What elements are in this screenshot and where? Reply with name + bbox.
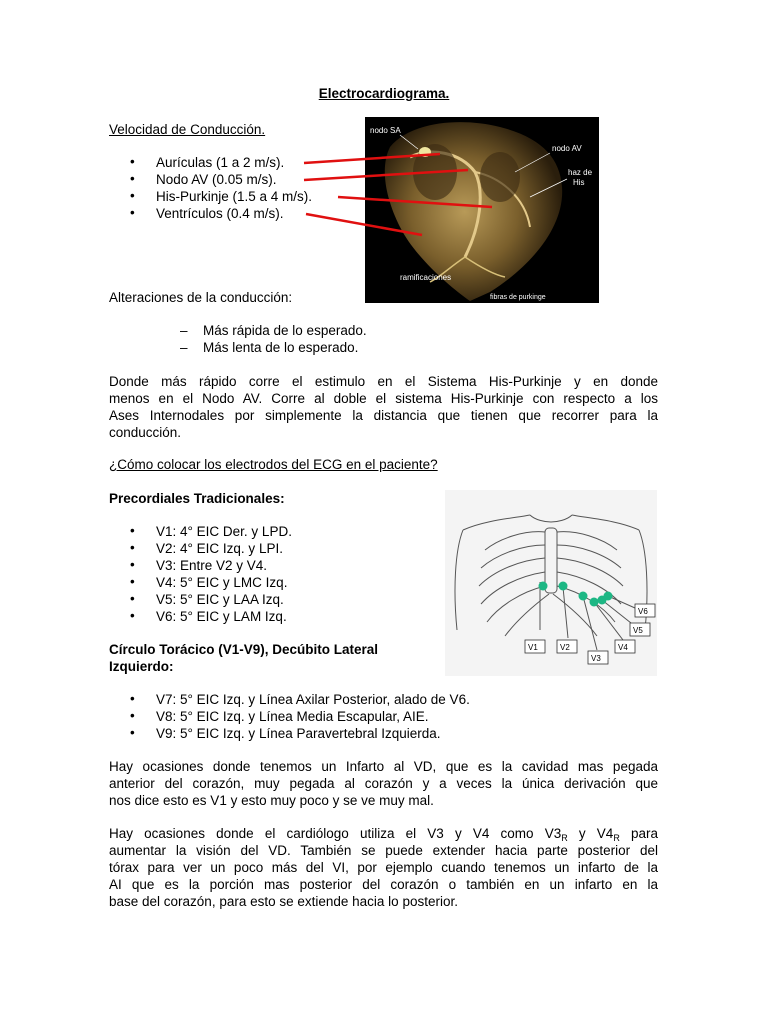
label-ramificaciones: ramificaciones: [400, 273, 452, 282]
dash: –: [180, 340, 188, 355]
paragraph-line: tórax para ver un poco más del VI, por ejemplo cuando tenemos un infarto de la: [109, 860, 658, 875]
list-item: V1: 4° EIC Der. y LPD.: [156, 524, 292, 539]
list-item: Aurículas (1 a 2 m/s).: [156, 155, 285, 170]
list-item: Más rápida de lo esperado.: [203, 323, 367, 338]
electrode-v4: [590, 598, 599, 607]
paragraph-line: Donde más rápido corre el estimulo en el Sistema His-Purkinje y en donde: [109, 374, 658, 389]
paragraph-line: aumentar la visión del VD. También se puede extender hacia parte posterior del: [109, 843, 658, 858]
atrium: [480, 152, 520, 202]
list-item: Ventrículos (0.4 m/s).: [156, 206, 284, 221]
label-purkinje: fibras de purkinge: [490, 294, 546, 301]
conduction-heading: Velocidad de Conducción.: [109, 122, 266, 137]
list-item: V2: 4° EIC Izq. y LPI.: [156, 541, 283, 556]
list-item: V5: 5° EIC y LAA Izq.: [156, 592, 284, 607]
alterations-heading: Alteraciones de la conducción:: [109, 290, 293, 305]
list-item: V7: 5° EIC Izq. y Línea Axilar Posterior, alado de V6.: [156, 692, 470, 707]
paragraph-line: Hay ocasiones donde el cardiólogo utiliza el V3 y V4 como $V3_R$ y $V4_R$ para: [109, 826, 659, 843]
label-av-node: nodo AV: [552, 144, 582, 153]
label-v3: V3: [591, 654, 601, 663]
list-item: Nodo AV (0.05 m/s).: [156, 172, 277, 187]
electrode-v2: [559, 582, 568, 591]
list-item: V6: 5° EIC y LAM Izq.: [156, 609, 287, 624]
subscript-r: R: [613, 833, 620, 843]
precordial-heading: Precordiales Tradicionales:: [109, 491, 285, 506]
label-his-2: His: [573, 178, 585, 187]
label-his-1: haz de: [568, 168, 593, 177]
bullet: •: [130, 608, 135, 623]
bullet: •: [130, 523, 135, 538]
label-sa-node: nodo SA: [370, 126, 401, 135]
electrode-v1: [539, 582, 548, 591]
paragraph-line: base del corazón, para esto se extiende hacia lo posterior.: [109, 894, 458, 909]
paragraph-line: nos dice esto es V1 y esto muy poco y se ve muy mal.: [109, 793, 434, 808]
label-v5: V5: [633, 626, 643, 635]
bullet: •: [130, 188, 135, 203]
list-item: His-Purkinje (1.5 a 4 m/s).: [156, 189, 313, 204]
paragraph-line: AI que es la porción mas posterior del corazón o también en un infarto en la: [109, 877, 658, 892]
page-title: Electrocardiograma.: [318, 86, 450, 101]
subscript-r: R: [561, 833, 568, 843]
paragraph-v3r-v4r: [109, 825, 658, 910]
label-v4: V4: [618, 643, 628, 652]
paragraph-conduction: [109, 373, 658, 441]
dash: –: [180, 323, 188, 338]
bullet: •: [130, 171, 135, 186]
paragraph-line: menos en el Nodo AV. Corre al doble el sistema His-Purkinje con respecto a los: [109, 391, 658, 406]
bullet: •: [130, 708, 135, 723]
electrode-v6: [604, 592, 613, 601]
paragraph-line: conducción.: [109, 425, 182, 440]
bullet: •: [130, 725, 135, 740]
list-item: V8: 5° EIC Izq. y Línea Media Escapular, AIE.: [156, 709, 429, 724]
label-v6: V6: [638, 607, 648, 616]
list-item: V3: Entre V2 y V4.: [156, 558, 268, 573]
list-item: V4: 5° EIC y LMC Izq.: [156, 575, 288, 590]
heart-illustration: [300, 117, 600, 305]
paragraph-line: Hay ocasiones donde tenemos un Infarto al VD, que es la cavidad mas pegada: [109, 759, 658, 774]
bullet: •: [130, 154, 135, 169]
paragraph-infarto-vd: [109, 758, 658, 809]
label-v1: V1: [528, 643, 538, 652]
bullet: •: [130, 205, 135, 220]
list-item: V9: 5° EIC Izq. y Línea Paravertebral Izquierda.: [156, 726, 441, 741]
electrode-v3: [579, 592, 588, 601]
electrodes-heading: ¿Cómo colocar los electrodos del ECG en el paciente?: [109, 457, 438, 472]
bullet: •: [130, 574, 135, 589]
bullet: •: [130, 591, 135, 606]
thoracic-heading-2: Izquierdo:: [109, 659, 174, 674]
thoracic-heading: Círculo Torácico (V1-V9), Decúbito Lateral: [109, 642, 379, 657]
paragraph-line: anterior del corazón, muy pegada al corazón y a veces la única derivación que: [109, 776, 658, 791]
bullet: •: [130, 557, 135, 572]
bullet: •: [130, 540, 135, 555]
list-item: Más lenta de lo esperado.: [203, 340, 359, 355]
bullet: •: [130, 691, 135, 706]
paragraph-line: Ases Internodales por simplemente la distancia que tienen que recorrer para la: [109, 408, 658, 423]
chest-illustration: [445, 490, 657, 676]
label-v2: V2: [560, 643, 570, 652]
